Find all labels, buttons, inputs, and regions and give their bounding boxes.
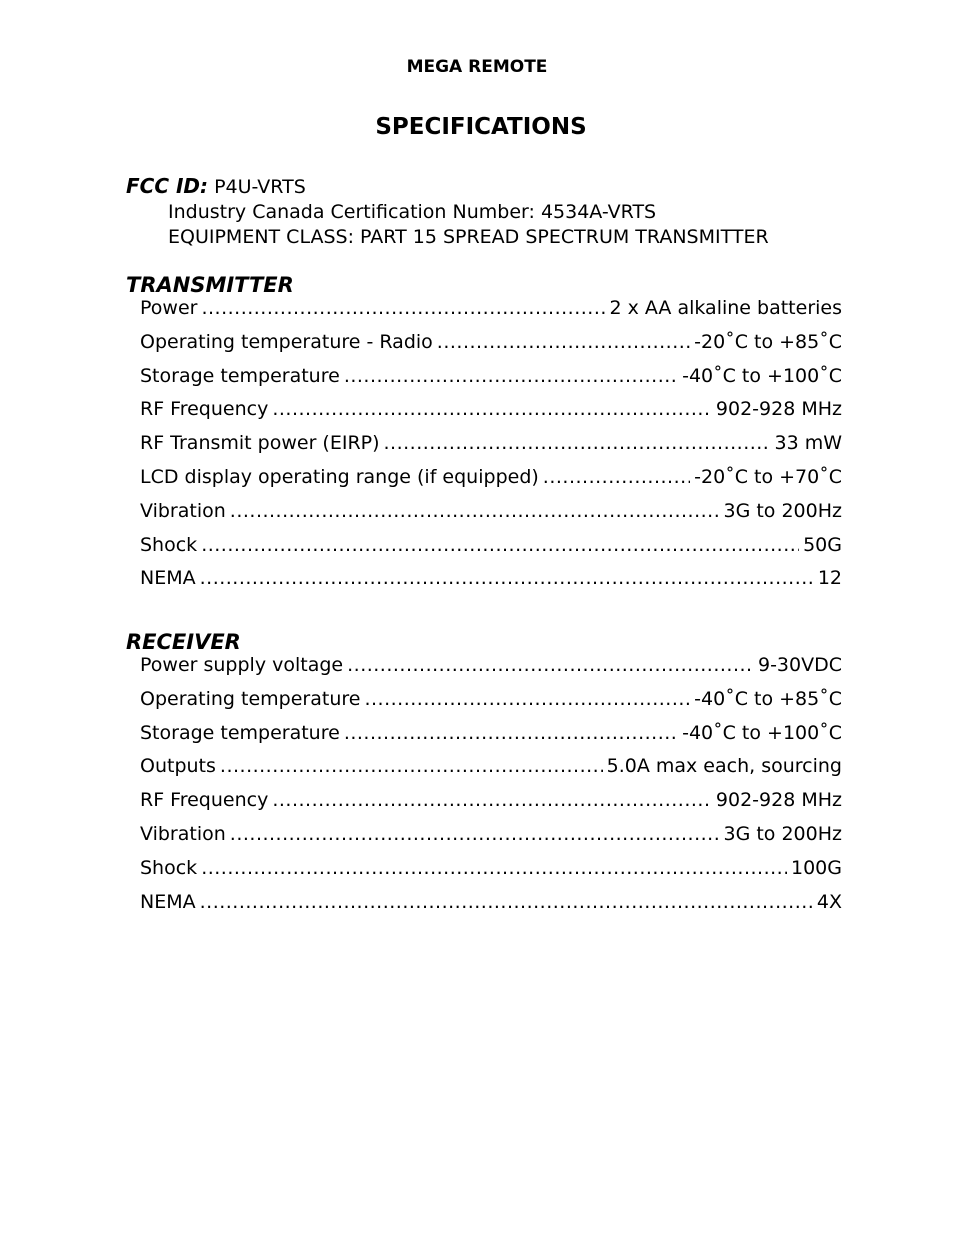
spec-row (140, 534, 842, 568)
dot-leader (220, 755, 603, 777)
spec-label: Power (140, 297, 198, 319)
spec-row (140, 466, 842, 500)
spec-label: Shock (140, 533, 198, 556)
dot-leader (364, 688, 690, 710)
spec-label: Vibration (140, 822, 226, 845)
dot-leader (347, 654, 754, 676)
dot-leader (344, 722, 678, 744)
spec-label: LCD display operating range (if equipped) (140, 465, 539, 488)
page-title: SPECIFICATIONS (375, 114, 587, 140)
spec-label: Shock (140, 856, 198, 879)
spec-value: -40˚C to +100˚C (682, 364, 842, 387)
spec-value: -20˚C to +85˚C (694, 330, 842, 353)
spec-label: Storage temperature (140, 364, 340, 387)
spec-row (140, 567, 842, 601)
spec-row (140, 654, 842, 688)
spec-label: Operating temperature (140, 687, 361, 710)
dot-leader (200, 891, 813, 913)
spec-value: 5.0A max each, sourcing (606, 755, 842, 778)
spec-value: 9-30VDC (757, 654, 842, 676)
receiver-heading: RECEIVER (126, 630, 241, 654)
dot-leader (201, 534, 799, 556)
dot-leader (201, 297, 605, 319)
dot-leader (230, 823, 720, 845)
spec-row (140, 297, 842, 331)
spec-label: Operating temperature - Radio (140, 330, 433, 353)
dot-leader (200, 567, 814, 589)
spec-row (140, 755, 842, 789)
spec-value: 3G to 200Hz (723, 822, 842, 845)
fcc-id-label: FCC ID: (126, 174, 209, 198)
spec-value: 4X (816, 890, 842, 913)
spec-label: Outputs (140, 755, 216, 778)
spec-value: 2 x AA alkaline batteries (609, 297, 842, 319)
fcc-id-line (126, 174, 769, 200)
spec-row (140, 365, 842, 399)
spec-row (140, 432, 842, 466)
spec-label: RF Frequency (140, 398, 269, 421)
transmitter-spec-list (140, 297, 842, 601)
spec-value: 100G (791, 856, 842, 879)
dot-leader (272, 398, 712, 420)
spec-label: NEMA (140, 567, 196, 590)
spec-label: NEMA (140, 890, 196, 913)
spec-label: Vibration (140, 499, 226, 522)
spec-row (140, 500, 842, 534)
receiver-spec-list (140, 654, 842, 924)
spec-row (140, 823, 842, 857)
spec-label: Storage temperature (140, 721, 340, 744)
spec-row (140, 857, 842, 891)
spec-value: -40˚C to +85˚C (694, 687, 842, 710)
dot-leader (344, 365, 678, 387)
dot-leader (230, 500, 720, 522)
spec-value: -20˚C to +70˚C (694, 465, 842, 488)
spec-row (140, 789, 842, 823)
spec-value: 50G (803, 533, 842, 556)
spec-row (140, 398, 842, 432)
spec-row (140, 722, 842, 756)
dot-leader (543, 466, 690, 488)
dot-leader (384, 432, 771, 454)
dot-leader (201, 857, 787, 879)
spec-value: 12 (817, 567, 842, 590)
spec-label: RF Transmit power (EIRP) (140, 432, 380, 455)
spec-row (140, 891, 842, 925)
transmitter-heading: TRANSMITTER (126, 273, 294, 297)
spec-label: Power supply voltage (140, 654, 344, 676)
industry-canada-line: Industry Canada Certification Number: 4534A-VRTS (168, 201, 657, 223)
document-header: MEGA REMOTE (406, 57, 548, 77)
spec-value: 33 mW (774, 432, 842, 455)
spec-value: 902-928 MHz (715, 398, 842, 421)
spec-row (140, 688, 842, 722)
spec-value: 902-928 MHz (715, 789, 842, 812)
fcc-id-value: P4U-VRTS (214, 176, 306, 198)
spec-row (140, 331, 842, 365)
dot-leader (272, 789, 712, 811)
spec-value: 3G to 200Hz (723, 499, 842, 522)
spec-label: RF Frequency (140, 789, 269, 812)
fcc-block (126, 174, 769, 250)
spec-value: -40˚C to +100˚C (682, 721, 842, 744)
equipment-class-line: EQUIPMENT CLASS: PART 15 SPREAD SPECTRUM TRANSMITTER (168, 226, 769, 248)
dot-leader (437, 331, 690, 353)
